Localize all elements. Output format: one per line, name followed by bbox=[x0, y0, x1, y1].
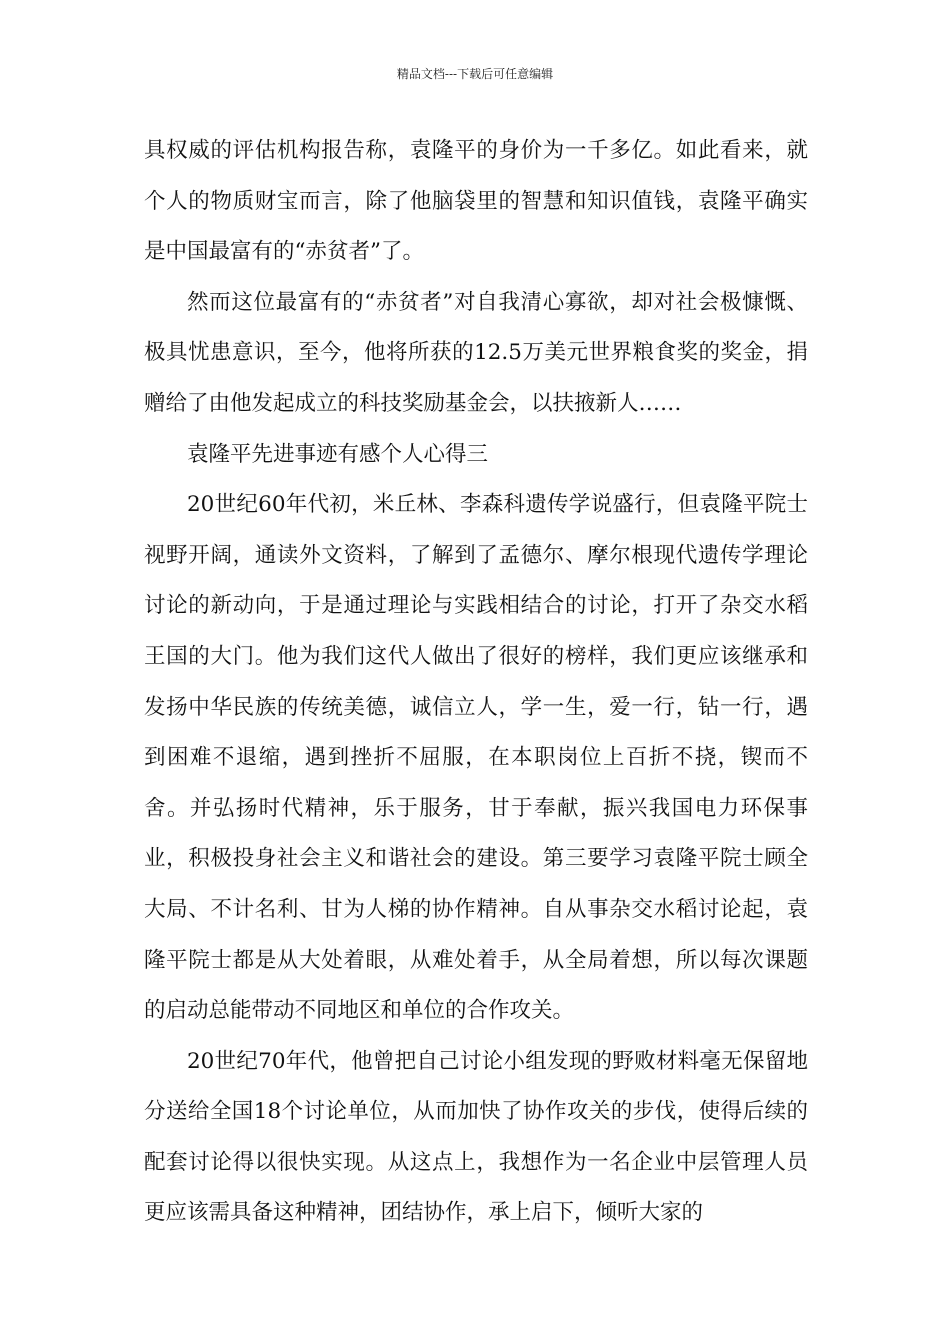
paragraph-donation: 然而这位最富有的“赤贫者”对自我清心寡欲，却对社会极慷慨、极具忧患意识，至今，他将所获的12.5万美元世界粮食奖的奖金，捐赠给了由他发起成立的科技奖励基金会，以扶掖新人…… bbox=[144, 289, 808, 416]
paragraph-continued: 具权威的评估机构报告称，袁隆平的身价为一千多亿。如此看来，就个人的物质财宝而言，除了他脑袋里的智慧和知识值钱，袁隆平确实是中国最富有的“赤贫者”了。 bbox=[144, 138, 808, 265]
paragraph-1960s: 20世纪60年代初，米丘林、李森科遗传学说盛行，但袁隆平院士视野开阔，通读外文资料，了解到了孟德尔、摩尔根现代遗传学理论讨论的新动向，于是通过理论与实践相结合的讨论，打开了杂交水稻王国的大门。他为我们这代人做出了很好的榜样，我们更应该继承和发扬中华民族的传统美德，诚信立人，学一生，爱一行，钻一行，遇到困难不退缩，遇到挫折不屈服，在本职岗位上百折不挠，锲而不舍。并弘扬时代精神，乐于服务，甘于奉献，振兴我国电力环保事业，积极投身社会主义和谐社会的建设。第三要学习袁隆平院士顾全大局、不计名利、甘为人梯的协作精神。自从事杂交水稻讨论起，袁隆平院士都是从大处着眼，从难处着手，从全局着想，所以每次课题的启动总能带动不同地区和单位的合作攻关。 bbox=[144, 492, 808, 1024]
section-heading: 袁隆平先进事迹有感个人心得三 bbox=[187, 441, 489, 467]
document-body bbox=[144, 126, 808, 1239]
page-header: 精品文档---下载后可任意编辑 bbox=[396, 67, 554, 81]
paragraph-1970s: 20世纪70年代，他曾把自己讨论小组发现的野败材料毫无保留地分送给全国18个讨论单位，从而加快了协作攻关的步伐，使得后续的配套讨论得以很快实现。从这点上，我想作为一名企业中层管理人员更应该需具备这种精神，团结协作，承上启下，倾听大家的 bbox=[144, 1048, 808, 1226]
